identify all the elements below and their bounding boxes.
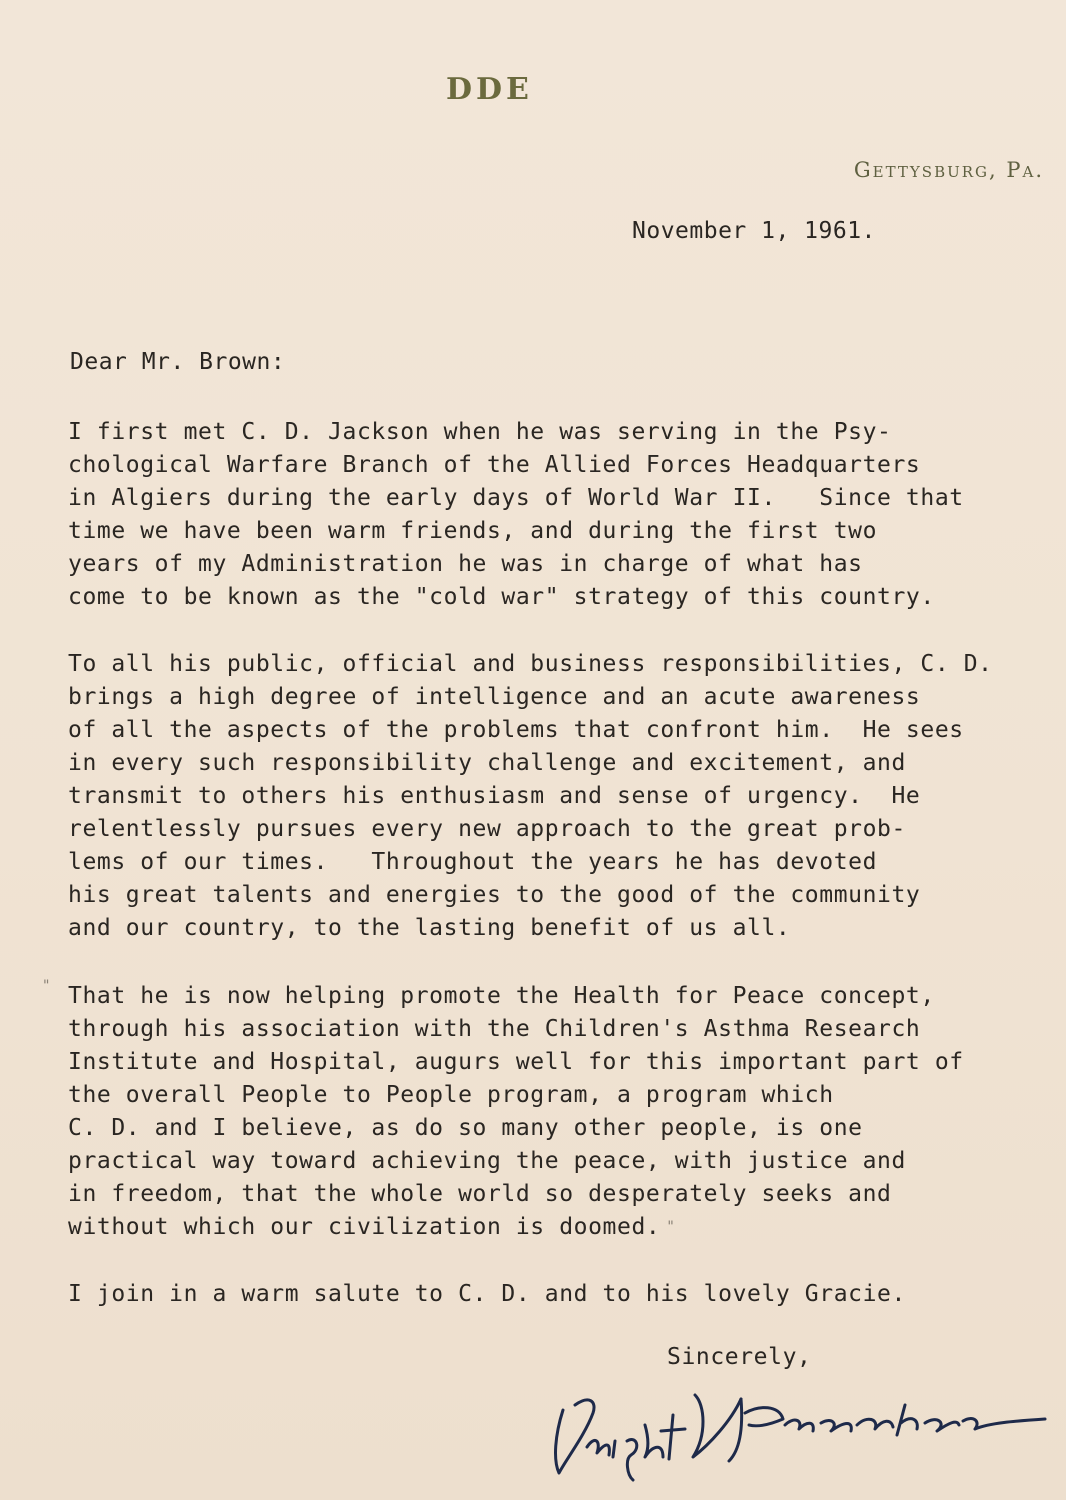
paragraph-line: transmit to others his enthusiasm and sense of urgency. He [68, 783, 921, 809]
paragraph-line: in every such responsibility challenge and excitement, and [68, 750, 906, 776]
paragraph-line: I first met C. D. Jackson when he was serving in the Psy- [68, 419, 892, 445]
paragraph-line: C. D. and I believe, as do so many other people, is one [68, 1115, 863, 1141]
paragraph-line: his great talents and energies to the good of the community [68, 882, 921, 908]
paragraph-line: years of my Administration he was in charge of what has [68, 551, 863, 577]
paragraph-line: practical way toward achieving the peace, with justice and [68, 1148, 906, 1174]
handwritten-open-quote: " [42, 978, 51, 994]
paragraph-line: and our country, to the lasting benefit of us all. [68, 915, 791, 941]
letterhead-place: Gettysburg, Pa. [853, 158, 1044, 182]
letterhead-monogram: DDE [446, 72, 533, 107]
paragraph-line: chological Warfare Branch of the Allied Forces Headquarters [68, 452, 921, 478]
signature [545, 1365, 1055, 1485]
paragraph-line: That he is now helping promote the Health for Peace concept, [68, 983, 935, 1009]
paragraph-line: the overall People to People program, a program which [68, 1082, 834, 1108]
paragraph-4 [68, 1278, 988, 1311]
paragraph-line: in Algiers during the early days of World War II. Since that [68, 485, 964, 511]
paragraph-line: in freedom, that the whole world so desperately seeks and [68, 1181, 892, 1207]
paragraph-line [68, 1211, 988, 1244]
paragraph-line: time we have been warm friends, and during the first two [68, 518, 878, 544]
paragraph-2 [68, 648, 993, 945]
paragraph-line: relentlessly pursues every new approach to the great prob- [68, 816, 906, 842]
paragraph-line: brings a high degree of intelligence and an acute awareness [68, 684, 921, 710]
salutation: Dear Mr. Brown: [70, 349, 286, 375]
paragraph-line-text: without which our civilization is doomed. [68, 1214, 661, 1240]
letter-date: November 1, 1961. [632, 218, 876, 244]
handwritten-close-quote: " [666, 1219, 676, 1235]
paragraph-line: come to be known as the "cold war" strategy of this country. [68, 584, 935, 610]
paragraph-1 [68, 416, 988, 614]
paragraph-line: I join in a warm salute to C. D. and to his lovely Gracie. [68, 1281, 906, 1307]
closing: Sincerely, [667, 1344, 812, 1370]
paragraph-3 [68, 980, 988, 1244]
paragraph-line: lems of our times. Throughout the years he has devoted [68, 849, 878, 875]
paragraph-line: of all the aspects of the problems that confront him. He sees [68, 717, 964, 743]
paragraph-line: through his association with the Children's Asthma Research [68, 1016, 921, 1042]
paragraph-line: To all his public, official and business responsibilities, C. D. [68, 651, 993, 677]
paragraph-line: Institute and Hospital, augurs well for this important part of [68, 1049, 964, 1075]
